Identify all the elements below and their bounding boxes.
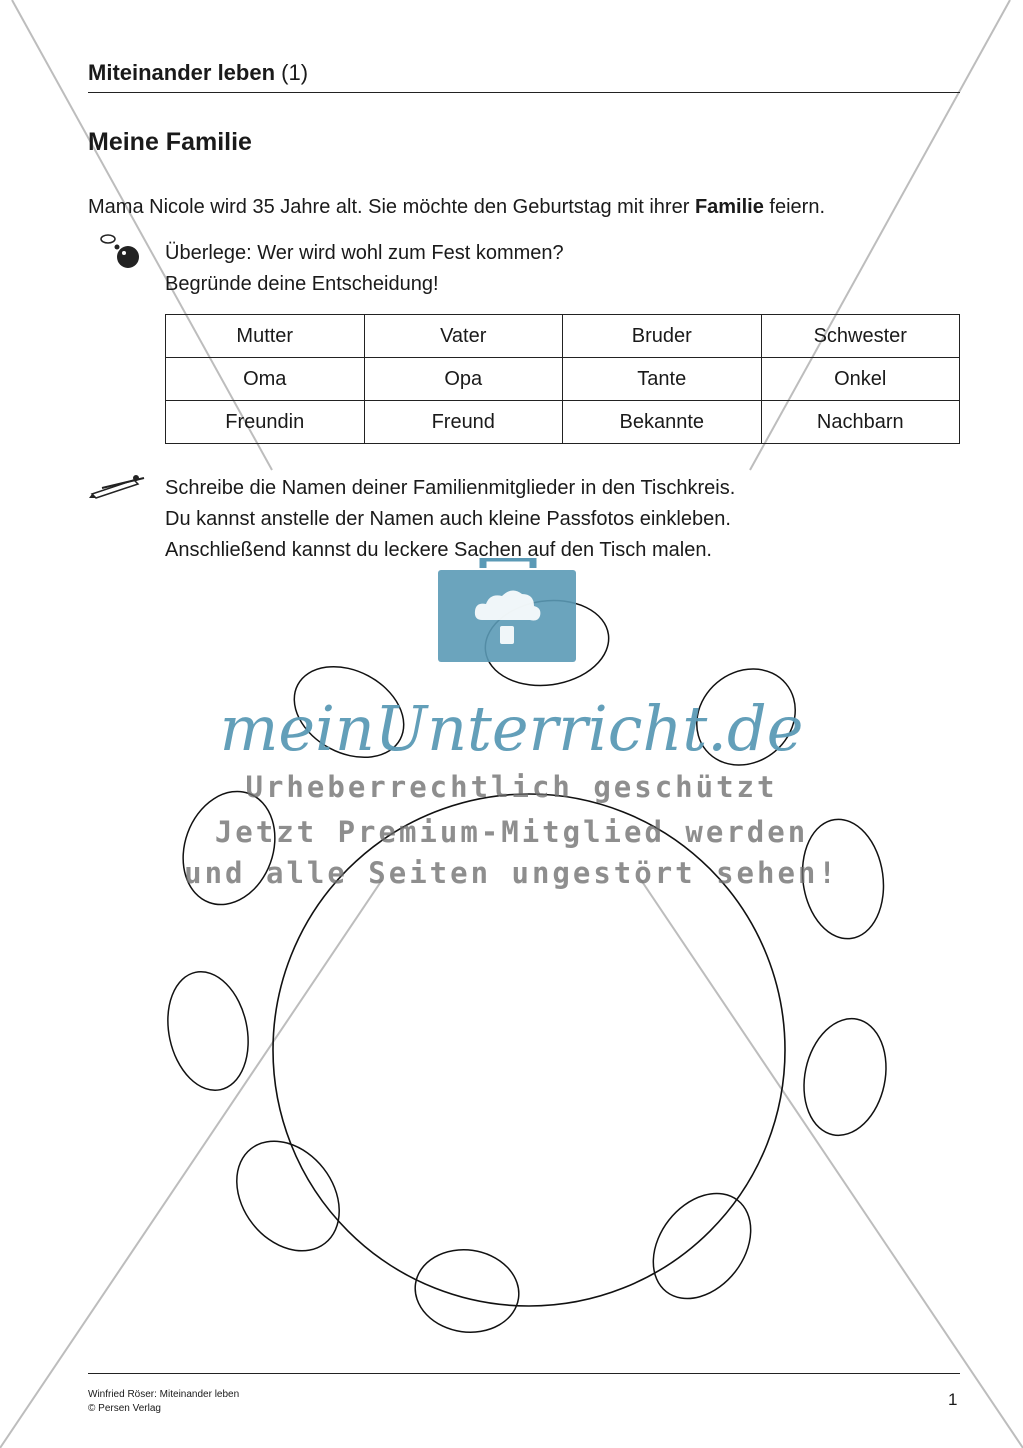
watermark-line3: und alle Seiten ungestört sehen! xyxy=(184,856,839,890)
task2-line3: Anschließend kannst du leckere Sachen auf den Tisch malen. xyxy=(165,539,712,561)
seat xyxy=(794,1011,897,1143)
footer-publisher: © Persen Verlag xyxy=(88,1403,161,1414)
footer-divider xyxy=(88,1373,960,1374)
table-cell: Oma xyxy=(166,358,365,401)
table-cell: Schwester xyxy=(761,315,960,358)
table-cell: Opa xyxy=(364,358,563,401)
task1-line1: Überlege: Wer wird wohl zum Fest kommen? xyxy=(165,242,564,264)
table-cell: Tante xyxy=(563,358,762,401)
footer-author: Winfried Röser: Miteinander leben xyxy=(88,1389,240,1400)
watermark-line1: Urheberrechtlich geschützt xyxy=(245,770,778,804)
table-cell: Onkel xyxy=(761,358,960,401)
task1-line2: Begründe deine Entscheidung! xyxy=(165,273,439,295)
table-cell: Freundin xyxy=(166,401,365,444)
table-cell: Nachbarn xyxy=(761,401,960,444)
table-cell: Freund xyxy=(364,401,563,444)
task2-line1: Schreibe die Namen deiner Familienmitglieder in den Tischkreis. xyxy=(165,477,736,499)
briefcase-logo-icon xyxy=(438,558,578,664)
seat xyxy=(633,1174,771,1317)
watermark-line2: Jetzt Premium-Mitglied werden xyxy=(214,815,809,849)
page-number: 1 xyxy=(948,1390,958,1409)
header-title: Miteinander leben (1) xyxy=(88,60,309,85)
seat xyxy=(216,1121,361,1271)
page-title: Meine Familie xyxy=(88,128,252,156)
seat xyxy=(157,964,258,1098)
table-cell: Mutter xyxy=(166,315,365,358)
table-cell: Vater xyxy=(364,315,563,358)
table-cell: Bruder xyxy=(563,315,762,358)
table-cell: Bekannte xyxy=(563,401,762,444)
intro-text: Mama Nicole wird 35 Jahre alt. Sie möchte den Geburtstag mit ihrer Familie feiern. xyxy=(88,196,826,218)
seat xyxy=(410,1243,524,1339)
watermark-brand: meinUnterricht.de xyxy=(219,692,804,765)
task2-line2: Du kannst anstelle der Namen auch kleine Passfotos einkleben. xyxy=(165,508,731,530)
